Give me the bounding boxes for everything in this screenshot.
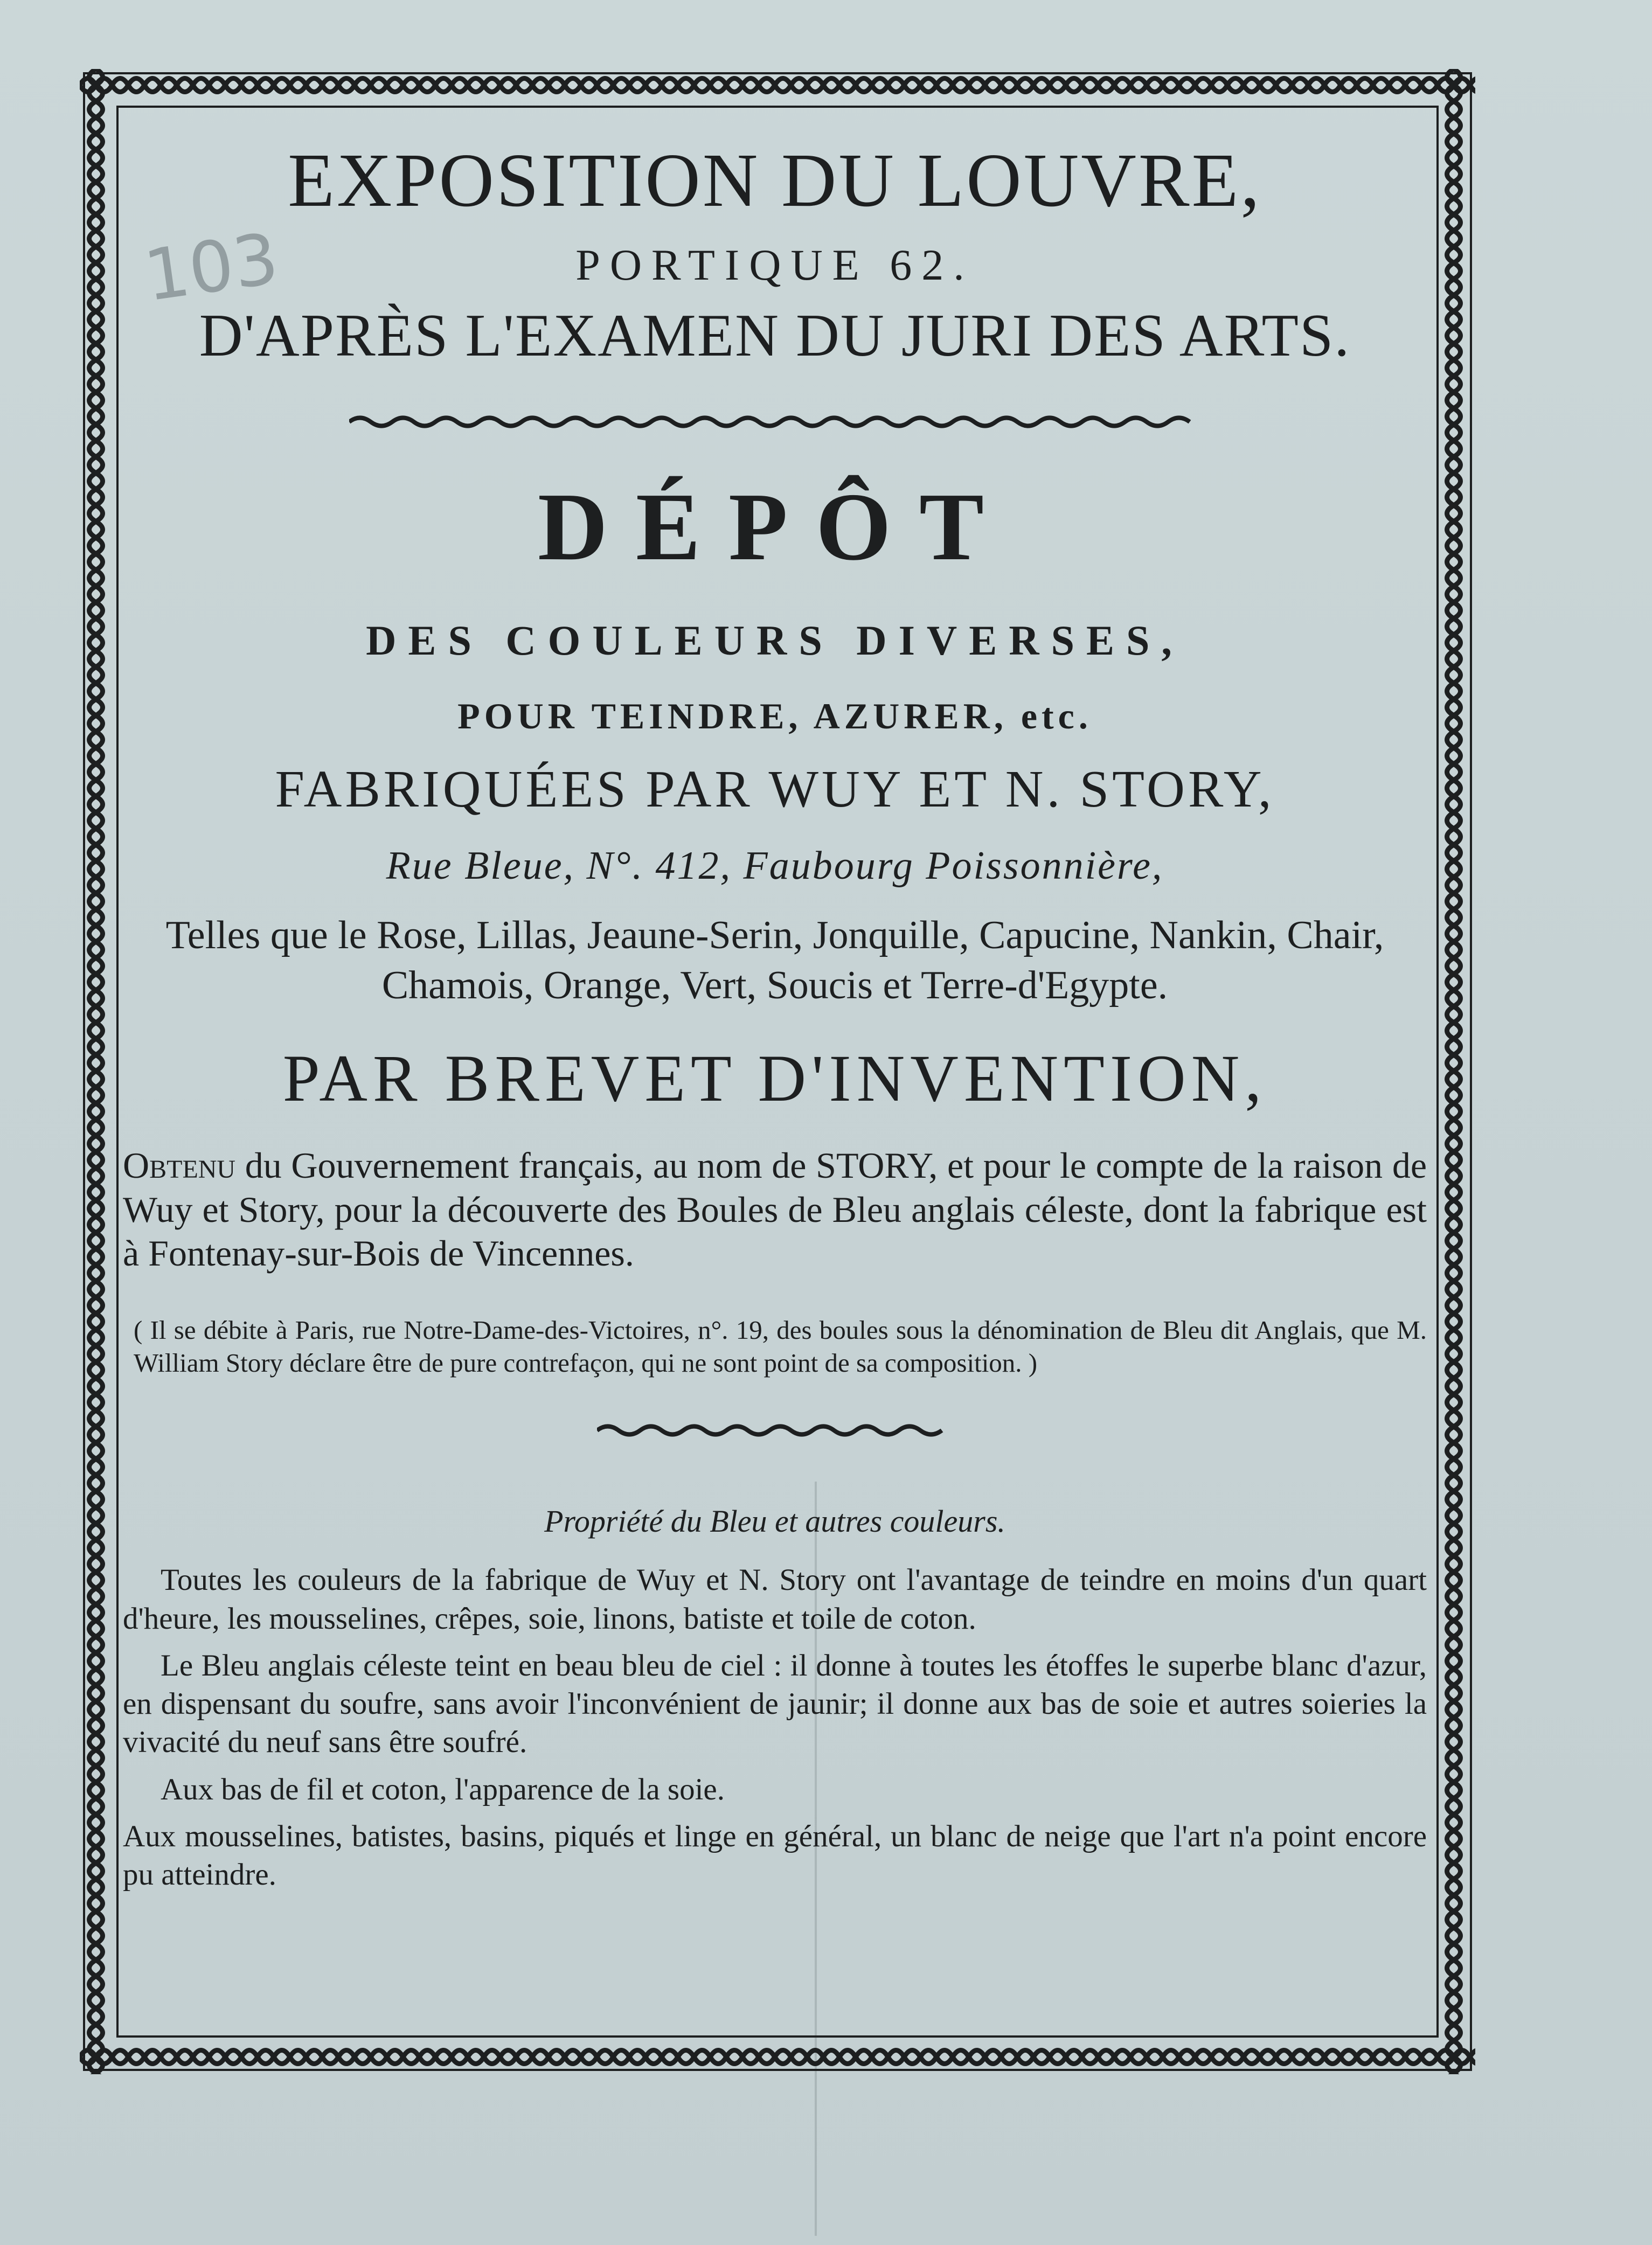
ornament-divider-bottom (597, 1422, 953, 1438)
property-paragraph-1: Toutes les couleurs de la fabrique de Wuy et N. Story ont l'avantage de teindre en moins d'un quart d'heure, les mousselines, crêpes, soie, linons, batiste et toile de coton. (123, 1563, 1427, 1636)
properties-body (123, 1561, 1427, 1894)
exposition-title: EXPOSITION DU LOUVRE, (288, 137, 1262, 223)
properties-heading: Propriété du Bleu et autres couleurs. (544, 1504, 1005, 1539)
pencil-mark: 103 (139, 217, 283, 317)
brevet-lead-word: Obtenu (123, 1145, 236, 1186)
property-paragraph-3: Aux bas de fil et coton, l'apparence de la soie. (161, 1772, 725, 1806)
colors-list: Telles que le Rose, Lillas, Jeaune-Serin, Jonquille, Capucine, Nankin, Chair, Chamois, Orange, Vert, Soucis et Terre-d'Egypte. (165, 913, 1384, 1007)
brevet-paragraph (123, 1144, 1427, 1276)
address-line: Rue Bleue, N°. 412, Faubourg Poissonnière, (386, 844, 1164, 888)
brevet-title: PAR BREVET D'INVENTION, (282, 1041, 1267, 1116)
ornament-divider-top (349, 414, 1200, 430)
teindre-line: POUR TEINDRE, AZURER, etc. (457, 696, 1092, 737)
property-paragraph-4: Aux mousselines, batistes, basins, piqués et linge en général, un blanc de neige que l'art n'a point encore pu atteindre. (123, 1819, 1427, 1892)
jury-line: D'APRÈS L'EXAMEN DU JURI DES ARTS. (199, 302, 1351, 370)
portique-line: PORTIQUE 62. (575, 240, 974, 290)
brevet-text: du Gouvernement français, au nom de STORY, et pour le compte de la raison de Wuy et Story, pour la découverte des Boules de Bleu anglais céleste, dont la fabrique est à Fontenay-sur-Bois de Vincennes. (123, 1145, 1427, 1274)
makers-line: FABRIQUÉES PAR WUY ET N. STORY, (275, 760, 1275, 819)
property-paragraph-2: Le Bleu anglais céleste teint en beau bleu de ciel : il donne à toutes les étoffes le superbe blanc d'azur, en dispensant du soufre, sans avoir l'inconvénient de jaunir; il donne aux bas de soie et autres soieries la vivacité du neuf sans être soufré. (123, 1648, 1427, 1760)
depot-title: DÉPÔT (537, 473, 1012, 581)
contrefacon-note: ( Il se débite à Paris, rue Notre-Dame-des-Victoires, n°. 19, des boules sous la dénomination de Bleu dit Anglais, que M. William Story déclare être de pure contrefaçon, qui ne sont point de sa composition. ) (134, 1315, 1427, 1378)
poster-content (123, 124, 1427, 1894)
couleurs-line: DES COULEURS DIVERSES, (366, 617, 1184, 664)
